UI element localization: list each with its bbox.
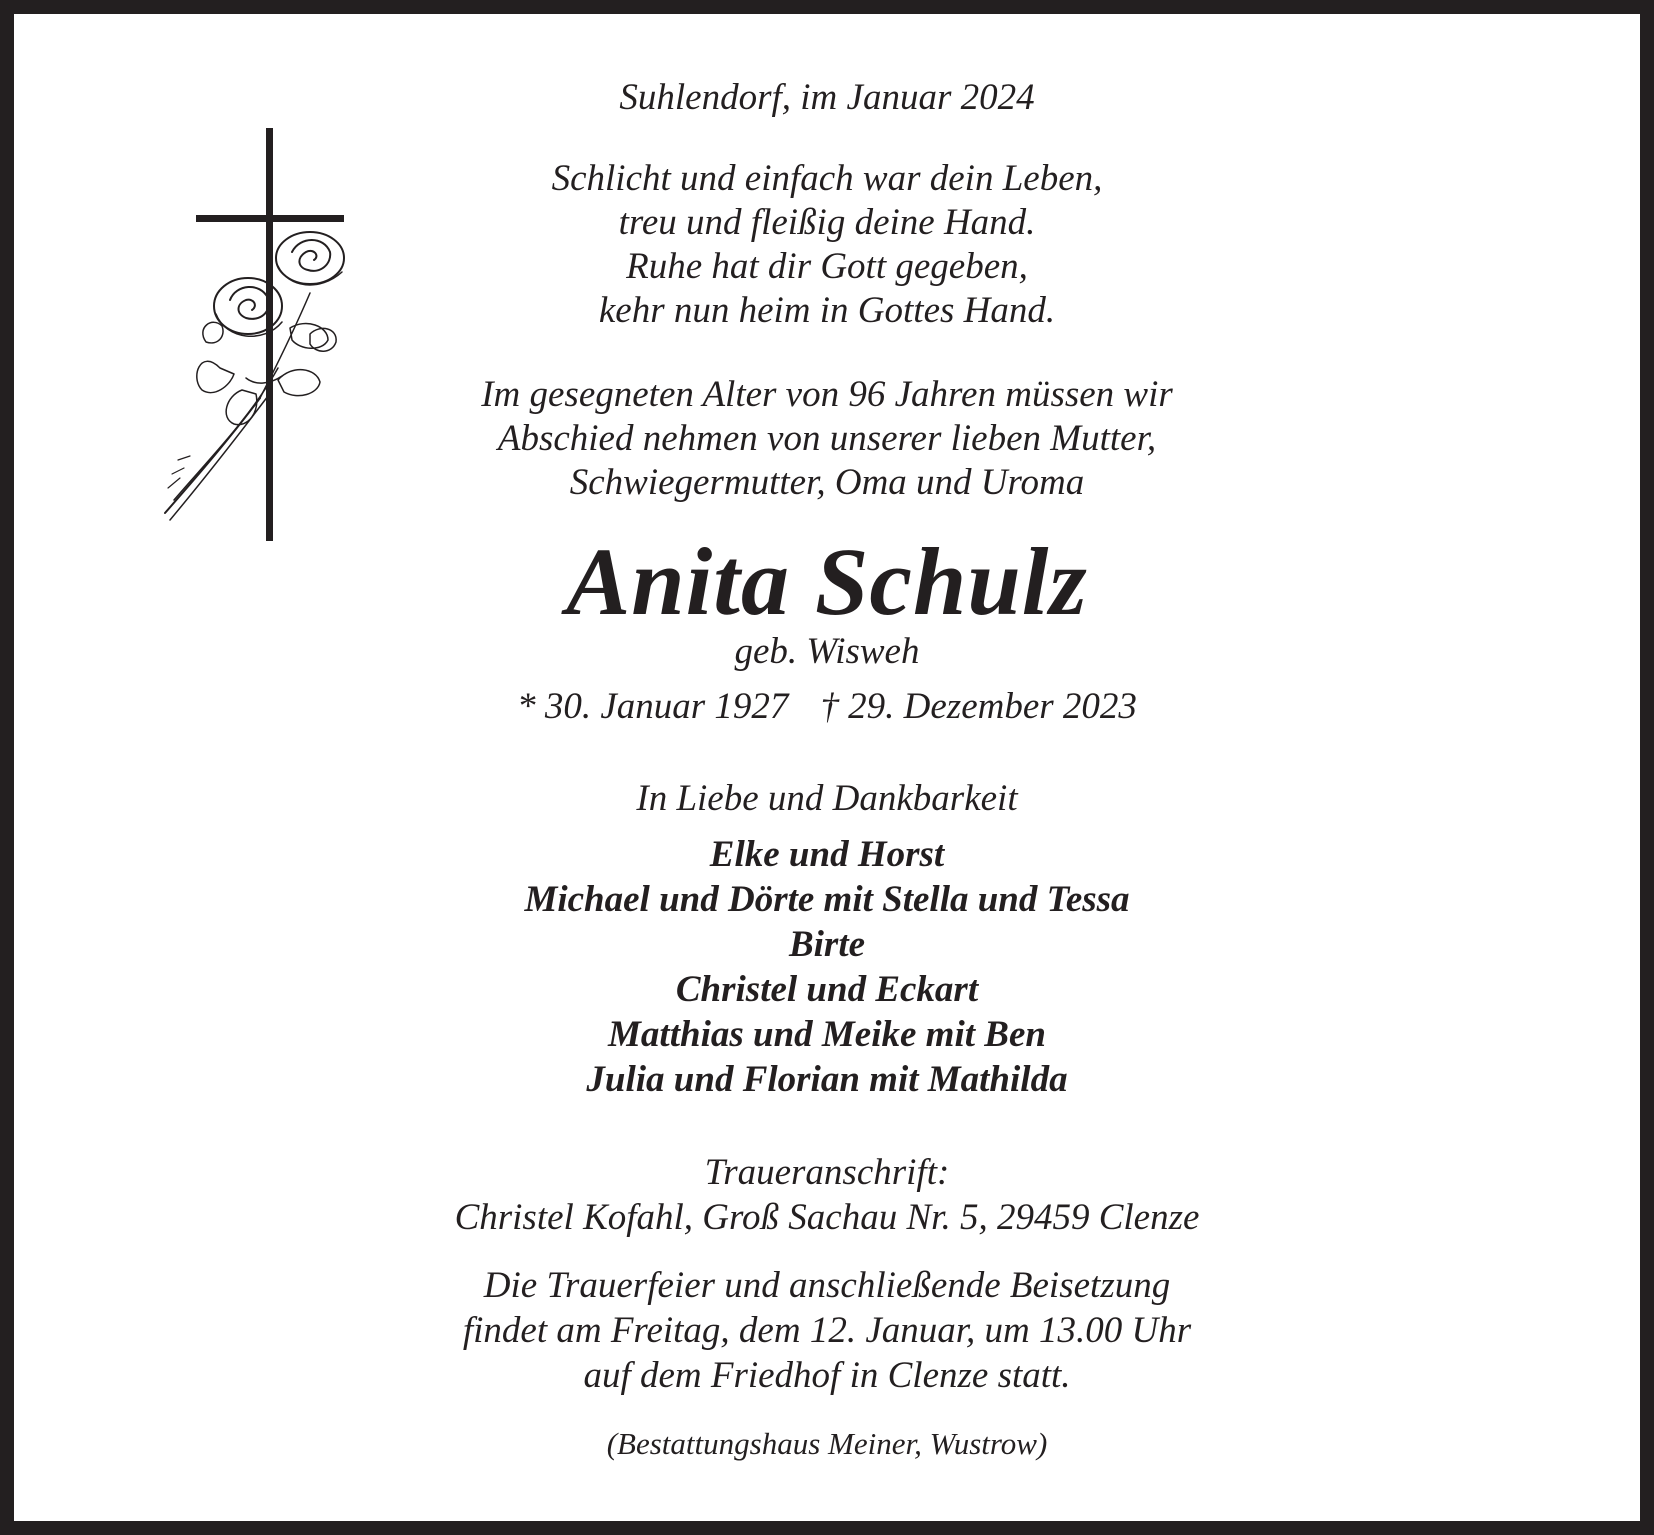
ceremony-line: auf dem Friedhof in Clenze statt.: [583, 1355, 1071, 1396]
poem-line: kehr nun heim in Gottes Hand.: [598, 290, 1056, 331]
life-dates: [0, 685, 1654, 729]
ceremony-line: findet am Freitag, dem 12. Januar, um 13.00 Uhr: [462, 1310, 1192, 1351]
address-value: Christel Kofahl, Groß Sachau Nr. 5, 29459 Clenze: [454, 1197, 1200, 1238]
funeral-home: (Bestattungshaus Meiner, Wustrow): [606, 1426, 1048, 1461]
closing-phrase: In Liebe und Dankbarkeit: [636, 778, 1018, 819]
place-date: Suhlendorf, im Januar 2024: [619, 77, 1035, 118]
announcement-line: Im gesegneten Alter von 96 Jahren müssen wir: [481, 374, 1173, 415]
death-date: † 29. Dezember 2023: [820, 686, 1137, 727]
mourner-line: Christel und Eckart: [675, 969, 979, 1010]
poem-line: Schlicht und einfach war dein Leben,: [551, 158, 1103, 199]
mourner-line: Michael und Dörte mit Stella und Tessa: [524, 879, 1130, 920]
deceased-name: Anita Schulz: [566, 528, 1088, 635]
maiden-name: geb. Wisweh: [734, 631, 920, 672]
mourner-line: Birte: [788, 924, 866, 965]
mourner-line: Matthias und Meike mit Ben: [608, 1014, 1046, 1055]
announcement-line: Abschied nehmen von unserer lieben Mutter,: [497, 418, 1157, 459]
mourner-line: Elke und Horst: [709, 834, 945, 875]
announcement-line: Schwiegermutter, Oma und Uroma: [569, 462, 1085, 503]
address-label: Traueranschrift:: [704, 1152, 950, 1193]
poem-line: Ruhe hat dir Gott gegeben,: [626, 246, 1028, 287]
poem-line: treu und fleißig deine Hand.: [618, 202, 1036, 243]
mourner-line: Julia und Florian mit Mathilda: [586, 1059, 1068, 1100]
birth-date: * 30. Januar 1927: [517, 686, 789, 727]
ceremony-line: Die Trauerfeier und anschließende Beisetzung: [483, 1265, 1171, 1306]
